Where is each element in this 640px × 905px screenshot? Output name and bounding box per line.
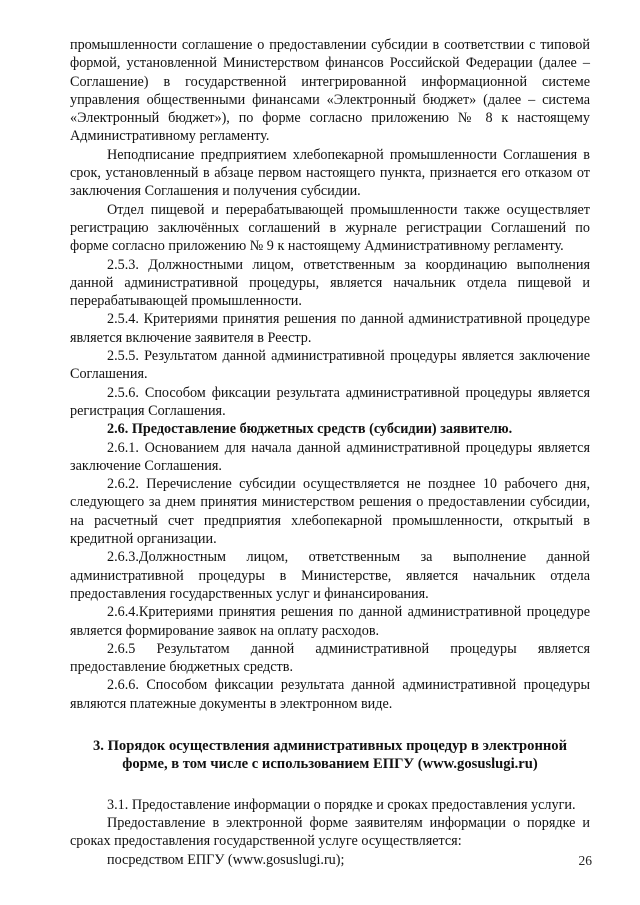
paragraph: 2.6.1. Основанием для начала данной административной процедуры является заключение Соглашения. [70,439,590,474]
paragraph: Отдел пищевой и перерабатывающей промышленности также осуществляет регистрацию заключённых соглашений в журнале регистрации Соглашений по форме согласно приложению № 9 к настоящему Административному регламенту. [70,201,590,255]
paragraph: 2.6. Предоставление бюджетных средств (субсидии) заявителю. [107,421,513,438]
document-page [70,36,590,869]
paragraph: Неподписание предприятием хлебопекарной промышленности Соглашения в срок, установленный в абзаце первом настоящего пункта, признается его отказом от заключения Соглашения и получения субсидии. [70,146,590,200]
paragraph: 2.5.5. Результатом данной административной процедуры является заключение Соглашения. [70,348,590,383]
paragraph: 3.1. Предоставление информации о порядке и сроках предоставления услуги. [107,796,576,813]
paragraph: 2.5.3. Должностными лицом, ответственным за координацию выполнения данной административной процедуры, является начальник отдела пищевой и перерабатывающей промышленности. [70,256,590,310]
spacer [70,774,590,796]
section-heading: 3. Порядок осуществления административных процедур в электронной форме, в том числе с использованием ЕПГУ (www.gosuslugi.ru) [92,737,567,773]
paragraph: 2.5.6. Способом фиксации результата административной процедуры является регистрация Соглашения. [70,384,590,419]
paragraph: Предоставление в электронной форме заявителям информации о порядке и сроках предоставления государственной услуге осуществляется: [70,815,590,850]
paragraph: 2.5.4. Критериями принятия решения по данной административной процедуре является включение заявителя в Реестр. [70,311,590,346]
paragraph: 2.6.2. Перечисление субсидии осуществляется не позднее 10 рабочего дня, следующего за днем принятия министерством решения о предоставлении субсидии, на расчетный счет предприятия хлебопекарной промышленности, открытый в кредитной организации. [70,476,590,548]
paragraph: посредством ЕПГУ (www.gosuslugi.ru); [107,851,345,868]
paragraph-block [70,796,590,869]
paragraph: 2.6.6. Способом фиксации результата данной административной процедуры являются платежные документы в электронном виде. [70,677,590,712]
paragraph: 2.6.3.Должностным лицом, ответственным за выполнение данной административной процедуры в Министерстве, является начальник отдела предоставления государственных услуг и финансирования. [70,549,590,602]
page-number: 26 [578,853,592,868]
paragraph: промышленности соглашение о предоставлении субсидии в соответствии с типовой формой, установленной Министерством финансов Российской Федерации (далее – Соглашение) в государственной интегрированной информационной системе управления общественными финансами «Электронный бюджет» (далее – система «Электронный бюджет»), по форме согласно приложению № 8 к настоящему Административному регламенту. [70,37,590,145]
paragraph: 2.6.5 Результатом данной административной процедуры является предоставление бюджетных средств. [70,640,590,676]
paragraph-block [70,36,590,713]
paragraph: 2.6.4.Критериями принятия решения по данной административной процедуре является формирование заявок на оплату расходов. [70,604,590,639]
